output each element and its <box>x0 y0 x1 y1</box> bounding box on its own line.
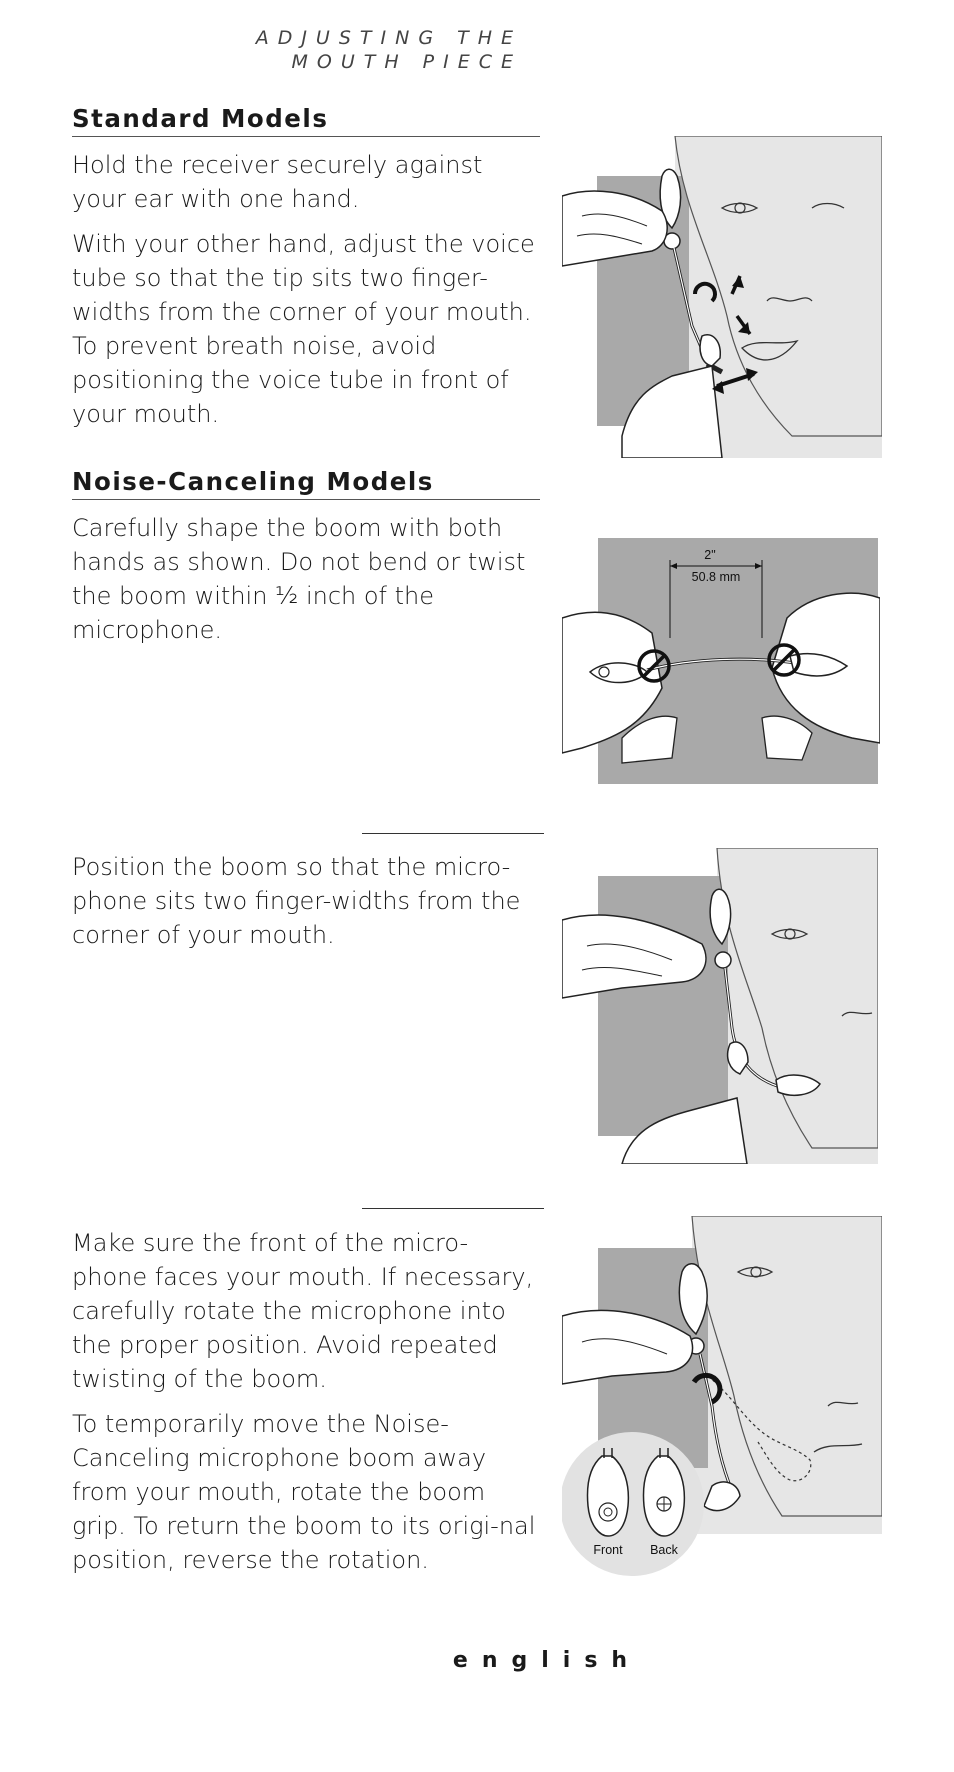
back-label: Back <box>650 1543 678 1557</box>
noise-canceling-para-1: Carefully shape the boom with both hands as shown. Do not bend or twist the boom within ½ inch of the microphone. <box>72 514 526 644</box>
running-head-line-1: ADJUSTING THE <box>255 27 522 49</box>
noise-canceling-heading: Noise-Canceling Models <box>72 467 540 500</box>
running-head <box>256 26 522 74</box>
standard-models-heading: Standard Models <box>72 104 540 137</box>
noise-canceling-para-3: Make sure the front of the micro-phone faces your mouth. If necessary, carefully rotate the microphone into the proper position. Avoid repeated twisting of the boom. <box>72 1229 534 1393</box>
standard-para-2: With your other hand, adjust the voice tube so that the tip sits two finger-widths from the corner of your mouth. To prevent breath noise, avoid positioning the voice tube in front of your mouth. <box>72 230 535 428</box>
noise-canceling-para-2: Position the boom so that the micro-phone sits two finger-widths from the corner of your mouth. <box>72 853 521 949</box>
boom-length-mm: 50.8 mm <box>691 570 741 584</box>
noise-canceling-para-4: To temporarily move the Noise-Canceling microphone boom away from your mouth, rotate the boom grip. To return the boom to its origi-nal position, reverse the rotation. <box>72 1410 536 1574</box>
footer-language: english <box>452 1648 642 1673</box>
figure-position-boom <box>562 848 878 1164</box>
standard-para-1: Hold the receiver securely against your ear with one hand. <box>72 151 483 213</box>
figure-rotate-microphone <box>562 1216 882 1576</box>
divider-rule-1 <box>362 833 544 834</box>
front-label: Front <box>593 1543 623 1557</box>
running-head-line-2: MOUTH PIECE <box>291 51 522 73</box>
figure-adjust-voice-tube <box>562 136 882 458</box>
figure-shape-boom <box>562 538 880 810</box>
boom-length-inches: 2" <box>704 548 716 562</box>
divider-rule-2 <box>362 1208 544 1209</box>
